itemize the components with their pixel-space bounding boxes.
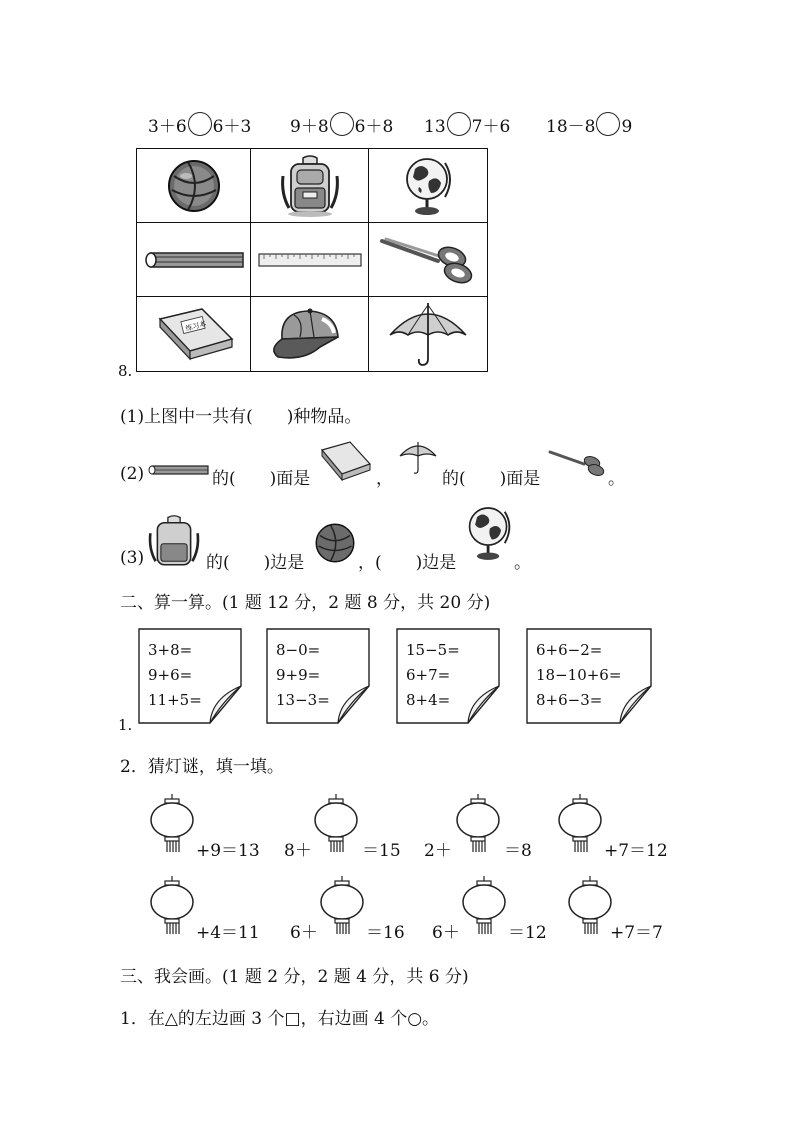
lantern-answer-box[interactable] (454, 794, 502, 856)
compare-right: 9 (621, 117, 633, 137)
grid-cell-ruler (251, 223, 369, 297)
compare-circle[interactable] (330, 112, 354, 136)
grid-cell-umbrella (369, 297, 487, 371)
lantern-answer-box[interactable] (556, 794, 604, 856)
calc-item: 8+6−3= (536, 691, 603, 709)
lantern-icon (566, 876, 614, 938)
umbrella-icon (398, 440, 438, 476)
note-card-2 (266, 628, 370, 724)
section-heading: 三、我会画。(1 题 2 分，2 题 4 分，共 6 分) (120, 967, 469, 987)
compare-left: 13 (424, 117, 446, 137)
lantern-eq-text: +4＝11 (196, 923, 260, 943)
lantern-icon (318, 876, 366, 938)
lantern-answer-box[interactable] (566, 876, 614, 938)
grid-cell-cap (251, 297, 369, 371)
calc-item: 13−3= (276, 691, 330, 709)
calc-item: 11+5= (148, 691, 202, 709)
lantern-answer-box[interactable] (318, 876, 366, 938)
grid-cell-globe (369, 149, 487, 223)
lantern-eq-text: ＝8 (504, 841, 532, 861)
lantern-eq-text: ＝12 (508, 923, 547, 943)
question-number: 1. (118, 716, 133, 734)
compare-item-3 (424, 112, 510, 137)
grid-cell-notebook (137, 297, 251, 371)
sub3-prefix: (3) (120, 548, 145, 568)
lantern-icon (454, 794, 502, 856)
umbrella-icon (386, 301, 470, 367)
question-2-label: 2．猜灯谜，填一填。 (120, 757, 284, 777)
note-card-1 (138, 628, 242, 724)
cap-icon (264, 305, 356, 363)
sub3-end: 。 (514, 553, 531, 573)
ball-icon (166, 158, 222, 214)
lantern-icon (556, 794, 604, 856)
globe-icon (464, 500, 514, 566)
calc-item: 9+9= (276, 666, 321, 684)
calc-item: 6+7= (406, 666, 451, 684)
lantern-icon (312, 794, 360, 856)
pencil-icon (141, 249, 247, 271)
lantern-eq-text: ＝15 (362, 841, 401, 861)
globe-icon (401, 153, 455, 219)
compare-item-1 (148, 112, 251, 137)
note-lines (276, 638, 330, 713)
lantern-eq-text: +7＝12 (604, 841, 668, 861)
sub2-end: 。 (608, 469, 625, 489)
notebook-icon (152, 305, 236, 363)
pencil-icon (146, 464, 210, 476)
backpack-icon (279, 154, 341, 218)
note-lines (148, 638, 202, 713)
lantern-answer-box[interactable] (148, 794, 196, 856)
scissors-icon (548, 448, 608, 478)
sub2-comma: ， (376, 469, 393, 489)
backpack-icon (144, 514, 204, 570)
compare-circle[interactable] (188, 112, 212, 136)
note-lines (406, 638, 460, 713)
scissors-icon (378, 235, 478, 285)
lantern-answer-box[interactable] (460, 876, 508, 938)
sub2-text-a: 的( )面是 (212, 469, 311, 489)
sub3-text-a: 的( )边是 (206, 553, 305, 573)
note-card-3 (396, 628, 500, 724)
lantern-answer-box[interactable] (148, 876, 196, 938)
note-card-4 (526, 628, 652, 724)
note-lines (536, 638, 621, 713)
compare-right: 6＋8 (354, 117, 394, 137)
section-heading: 二、算一算。(1 题 12 分，2 题 8 分，共 20 分) (120, 593, 491, 613)
calc-item: 8−0= (276, 641, 321, 659)
lantern-eq-text: 6＋ (290, 923, 318, 943)
lantern-icon (148, 794, 196, 856)
compare-right: 6＋3 (212, 117, 252, 137)
lantern-icon (148, 876, 196, 938)
calc-item: 18−10+6= (536, 666, 622, 684)
lantern-answer-box[interactable] (312, 794, 360, 856)
compare-left: 18－8 (546, 117, 596, 137)
lantern-eq-text: +9＝13 (196, 841, 260, 861)
compare-circle[interactable] (447, 112, 471, 136)
notebook-label: 练习本 (184, 319, 207, 333)
sub2-text-b: 的( )面是 (442, 469, 541, 489)
compare-item-4 (546, 112, 632, 137)
grid-cell-backpack (251, 149, 369, 223)
lantern-eq-text: 6＋ (432, 923, 460, 943)
notebook-icon (318, 440, 374, 484)
ruler-icon (258, 252, 362, 268)
grid-cell-ball (137, 149, 251, 223)
grid-cell-pencil (137, 223, 251, 297)
calc-item: 6+6−2= (536, 641, 603, 659)
sub3-text-b: ，( )边是 (358, 553, 457, 573)
question-number: 8. (118, 362, 133, 380)
compare-left: 9＋8 (290, 117, 329, 137)
calc-item: 15−5= (406, 641, 460, 659)
calc-item: 8+4= (406, 691, 451, 709)
lantern-eq-text: ＝16 (366, 923, 405, 943)
compare-circle[interactable] (596, 112, 620, 136)
lantern-eq-text: +7＝7 (610, 923, 663, 943)
grid-cell-scissors (369, 223, 487, 297)
lantern-eq-text: 2＋ (424, 841, 452, 861)
calc-item: 3+8= (148, 641, 193, 659)
compare-left: 3＋6 (148, 117, 187, 137)
sub2-prefix: (2) (120, 464, 145, 484)
lantern-icon (460, 876, 508, 938)
lantern-eq-text: 8＋ (284, 841, 312, 861)
draw-instruction: 1．在△的左边画 3 个□，右边画 4 个○。 (120, 1009, 440, 1029)
sub-question-1: (1)上图中一共有( )种物品。 (120, 407, 362, 427)
object-grid (136, 148, 488, 372)
calc-item: 9+6= (148, 666, 193, 684)
compare-item-2 (290, 112, 393, 137)
compare-right: 7＋6 (471, 117, 511, 137)
ball-icon (314, 522, 356, 564)
